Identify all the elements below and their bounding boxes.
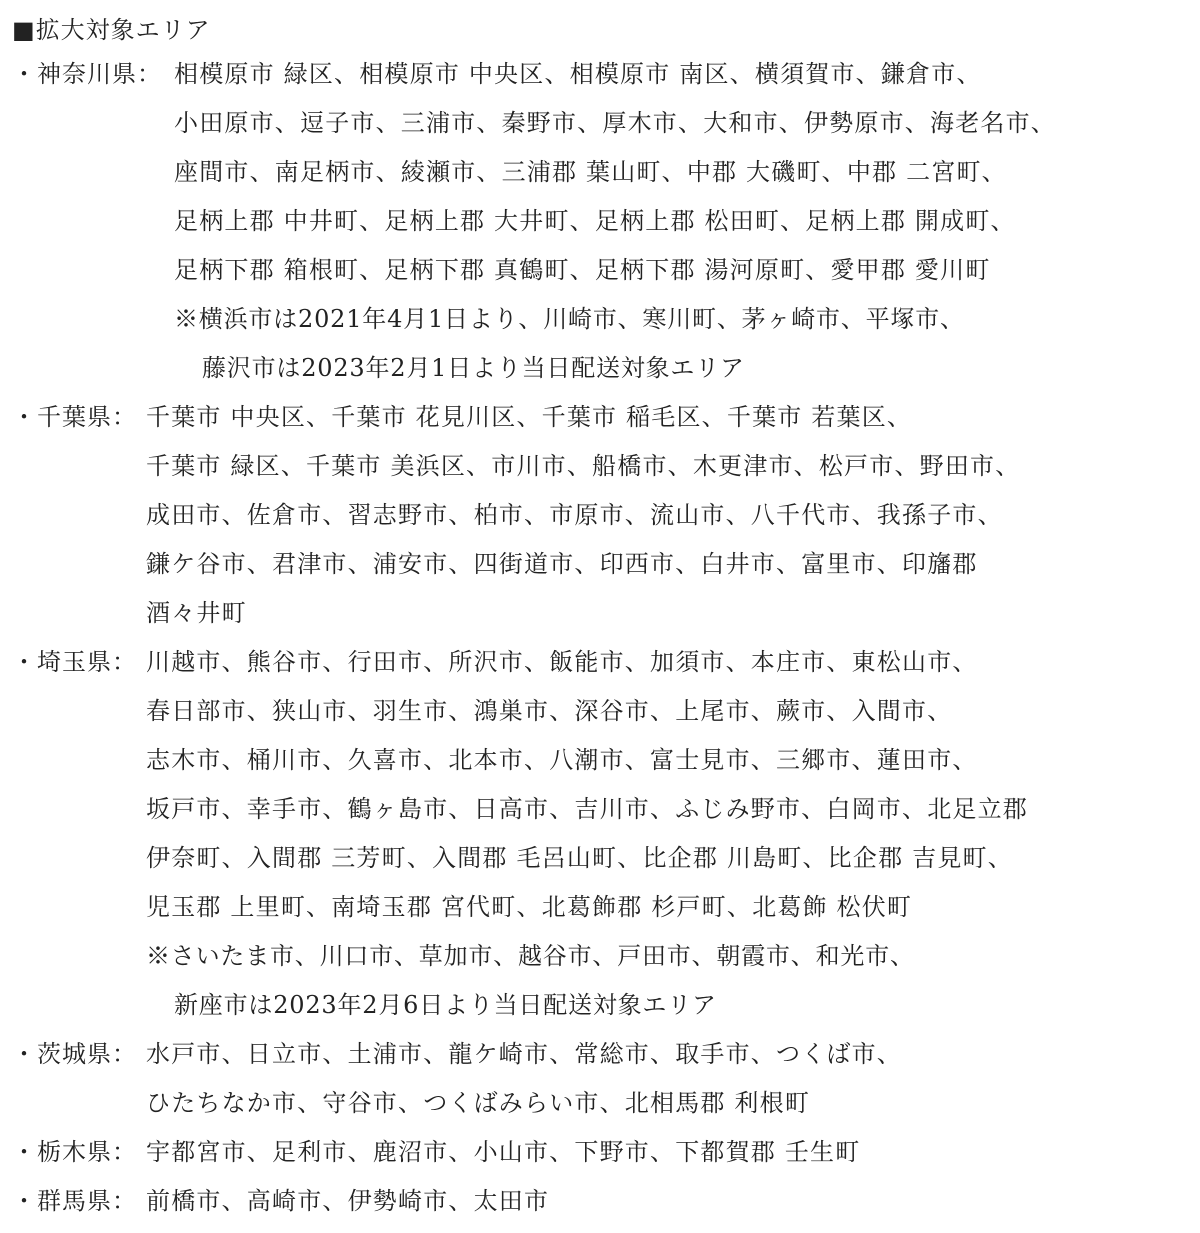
area-line: 小田原市、逗子市、三浦市、秦野市、厚木市、大和市、伊勢原市、海老名市、 [174,109,1056,137]
area-line: ひたちなか市、守谷市、つくばみらい市、北相馬郡 利根町 [146,1089,811,1117]
area-line: 千葉市 中央区、千葉市 花見川区、千葉市 稲毛区、千葉市 若葉区、 [146,403,913,431]
area-note: ※横浜市は2021年4月1日より、川崎市、寒川町、茅ヶ崎市、平塚市、 [174,305,965,333]
expansion-area-document [12,10,1192,1226]
area-line: 志木市、桶川市、久喜市、北本市、八潮市、富士見市、三郷市、蓮田市、 [146,746,978,774]
area-line: 千葉市 緑区、千葉市 美浜区、市川市、船橋市、木更津市、松戸市、野田市、 [146,452,1021,480]
area-list [146,1128,1192,1177]
area-line: 相模原市 緑区、相模原市 中央区、相模原市 南区、横須賀市、鎌倉市、 [174,60,982,88]
area-line: 酒々井町 [146,599,247,627]
region-tochigi [12,1128,1192,1177]
area-line: 足柄下郡 箱根町、足柄下郡 真鶴町、足柄下郡 湯河原町、愛甲郡 愛川町 [174,256,991,284]
region-gunma [12,1177,1192,1226]
area-line: 坂戸市、幸手市、鶴ヶ島市、日高市、吉川市、ふじみ野市、白岡市、北足立郡 [146,795,1028,823]
area-note: 新座市は2023年2月6日より当日配送対象エリア [174,991,717,1019]
area-line: 足柄上郡 中井町、足柄上郡 大井町、足柄上郡 松田町、足柄上郡 開成町、 [174,207,1016,235]
area-note: 藤沢市は2023年2月1日より当日配送対象エリア [202,354,745,382]
area-line: 水戸市、日立市、土浦市、龍ケ崎市、常総市、取手市、つくば市、 [146,1040,902,1068]
area-line: 鎌ケ谷市、君津市、浦安市、四街道市、印西市、白井市、富里市、印旛郡 [146,550,978,578]
area-line: 児玉郡 上里町、南埼玉郡 宮代町、北葛飾郡 杉戸町、北葛飾 松伏町 [146,893,913,921]
prefecture-label: ・茨城県： [12,1040,137,1068]
area-line: 川越市、熊谷市、行田市、所沢市、飯能市、加須市、本庄市、東松山市、 [146,648,978,676]
section-heading: ■拡大対象エリア [12,16,211,44]
area-list [146,1177,1192,1226]
prefecture-label: ・千葉県： [12,403,137,431]
prefecture-label: ・栃木県： [12,1138,137,1166]
area-line: 座間市、南足柄市、綾瀬市、三浦郡 葉山町、中郡 大磯町、中郡 二宮町、 [174,158,1007,186]
area-list [174,50,1192,393]
prefecture-label: ・埼玉県： [12,648,137,676]
region-kanagawa [12,50,1192,393]
area-list [146,393,1192,638]
prefecture-label: ・神奈川県： [12,60,162,88]
area-line: 成田市、佐倉市、習志野市、柏市、市原市、流山市、八千代市、我孫子市、 [146,501,1003,529]
area-line: 伊奈町、入間郡 三芳町、入間郡 毛呂山町、比企郡 川島町、比企郡 吉見町、 [146,844,1013,872]
area-line: 前橋市、高崎市、伊勢崎市、太田市 [146,1187,550,1215]
area-line: 春日部市、狭山市、羽生市、鴻巣市、深谷市、上尾市、蕨市、入間市、 [146,697,953,725]
region-chiba [12,393,1192,638]
area-line: 宇都宮市、足利市、鹿沼市、小山市、下野市、下都賀郡 壬生町 [146,1138,861,1166]
area-list [146,1030,1192,1128]
prefecture-label: ・群馬県： [12,1187,137,1215]
area-note: ※さいたま市、川口市、草加市、越谷市、戸田市、朝霞市、和光市、 [146,942,915,970]
area-list [146,638,1192,1030]
region-saitama [12,638,1192,1030]
region-ibaraki [12,1030,1192,1128]
